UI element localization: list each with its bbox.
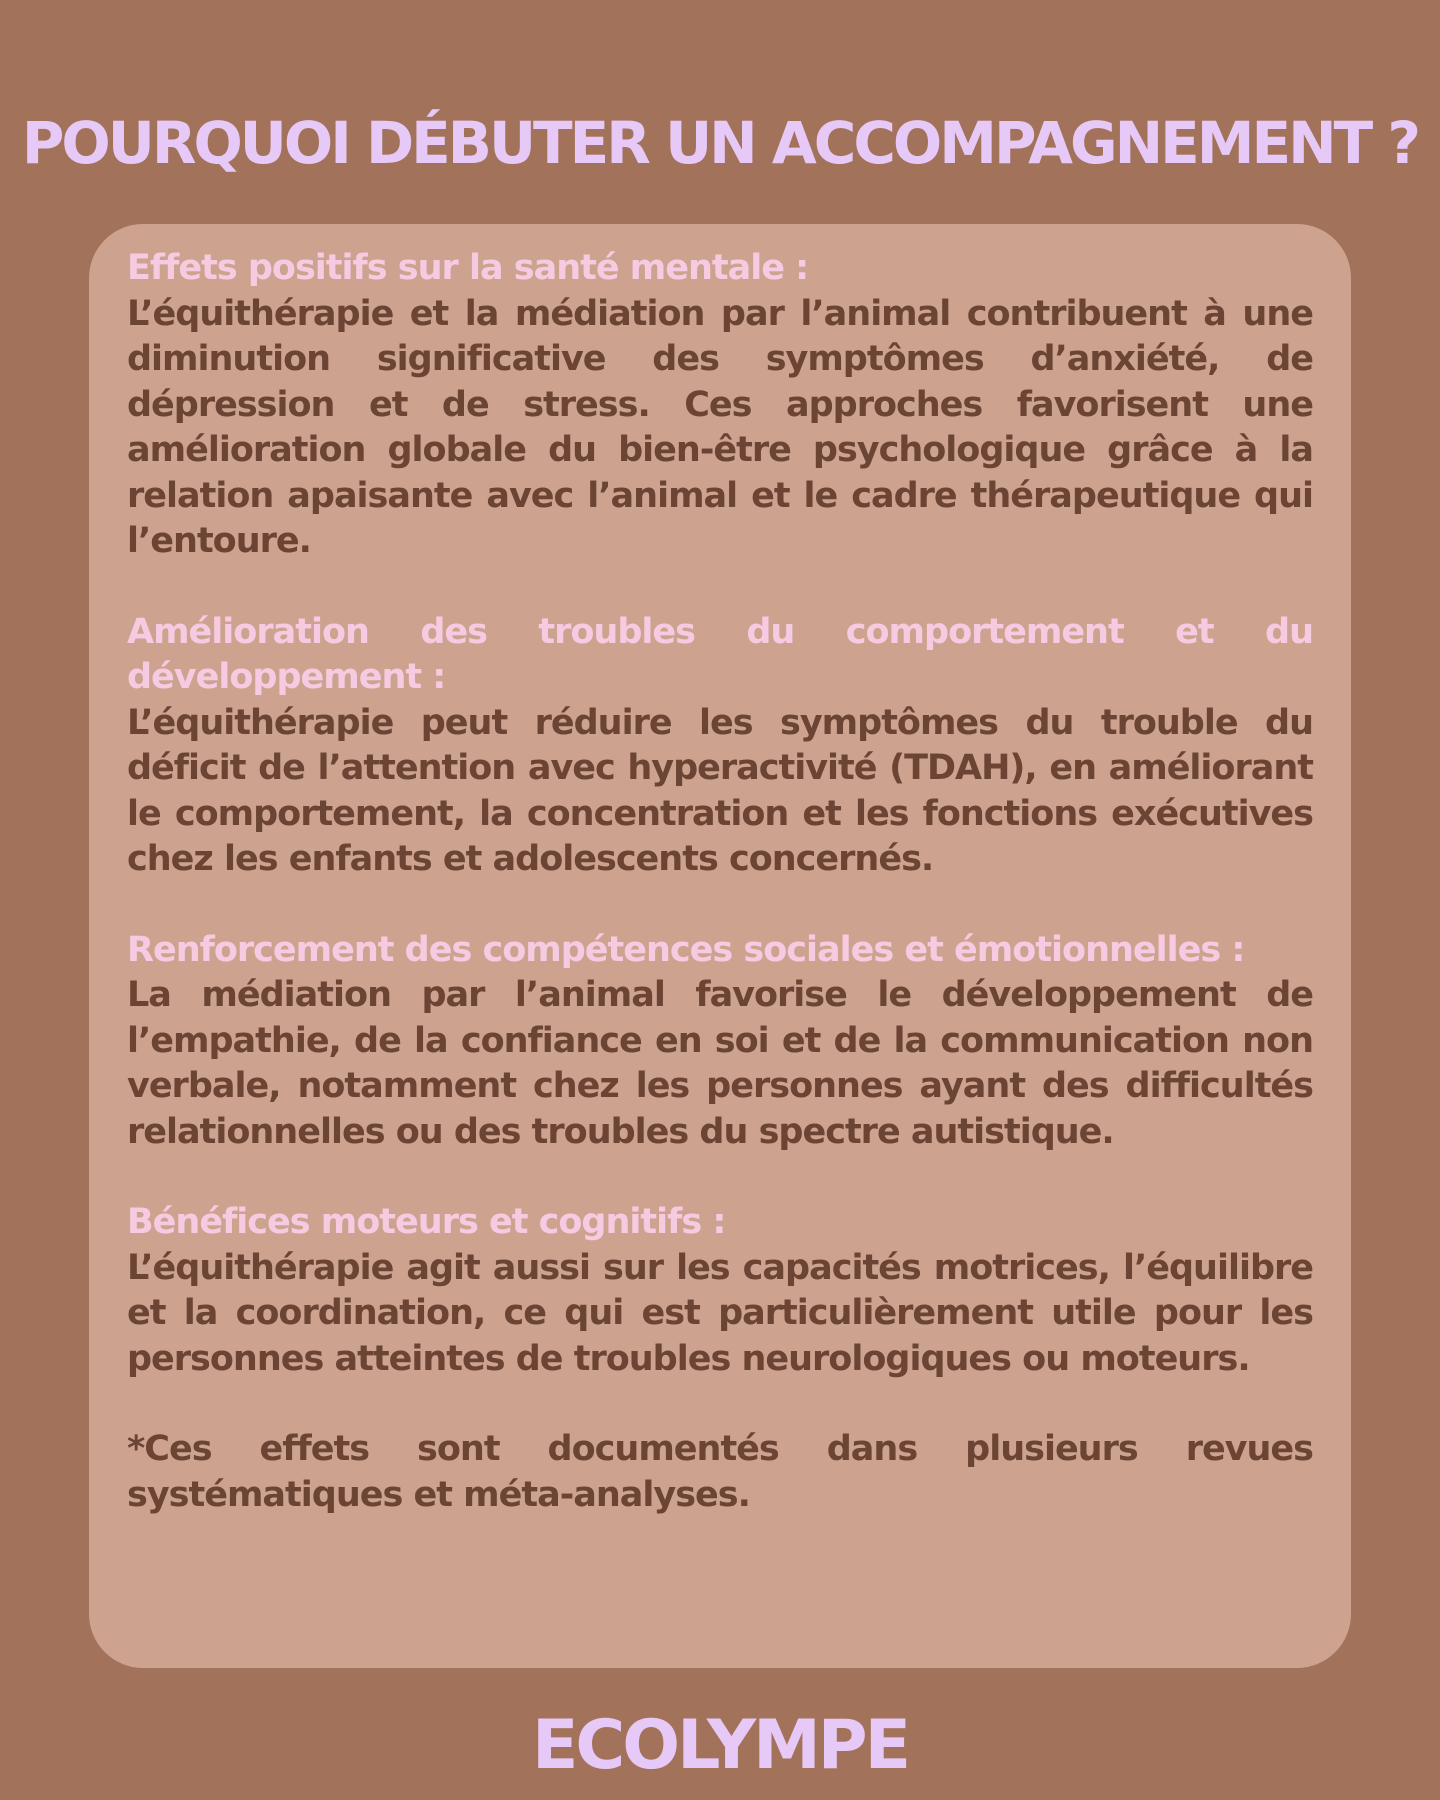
section-heading: Amélioration des troubles du comportement et du développement : — [127, 611, 1313, 697]
section-heading: Bénéfices moteurs et cognitifs : — [127, 1202, 726, 1242]
section-body: L’équithérapie et la médiation par l’animal contribuent à une diminution significative des symptômes d’anxiété, de dépression et de stress. Ces approches favorisent une amélioration globale du bien-être psychologique grâce à la relation apaisante avec l’animal et le cadre thérapeutique qui l’entoure. — [127, 293, 1313, 561]
section-behavior-development — [127, 610, 1313, 883]
brand-name: ECOLYMPE — [531, 1706, 909, 1785]
section-body: La médiation par l’animal favorise le développement de l’empathie, de la confiance en soi et de la communication non verbale, notamment chez les personnes ayant des difficultés relationnelles ou des troubles du spectre autistique. — [127, 975, 1313, 1152]
section-heading: Renforcement des compétences sociales et émotionnelles : — [127, 929, 1245, 970]
section-motor-cognitive — [127, 1200, 1313, 1382]
section-body: L’équithérapie agit aussi sur les capacités motrices, l’équilibre et la coordination, ce qui est particulièrement utile pour les personnes atteintes de troubles neurologiques ou moteurs. — [127, 1247, 1313, 1379]
section-heading: Effets positifs sur la santé mentale : — [127, 248, 809, 288]
section-mental-health — [127, 246, 1313, 565]
section-social-emotional — [127, 928, 1313, 1156]
footnote: *Ces effets sont documentés dans plusieurs revues systématiques et méta-analyses. — [127, 1429, 1313, 1515]
page-title: POURQUOI DÉBUTER UN ACCOMPAGNEMENT ? — [21, 108, 1419, 177]
info-card — [89, 224, 1351, 1668]
section-body: L’équithérapie peut réduire les symptômes du trouble du déficit de l’attention avec hyperactivité (TDAH), en améliorant le comportement, la concentration et les fonctions exécutives chez les enfants et adolescents concernés. — [127, 702, 1313, 879]
